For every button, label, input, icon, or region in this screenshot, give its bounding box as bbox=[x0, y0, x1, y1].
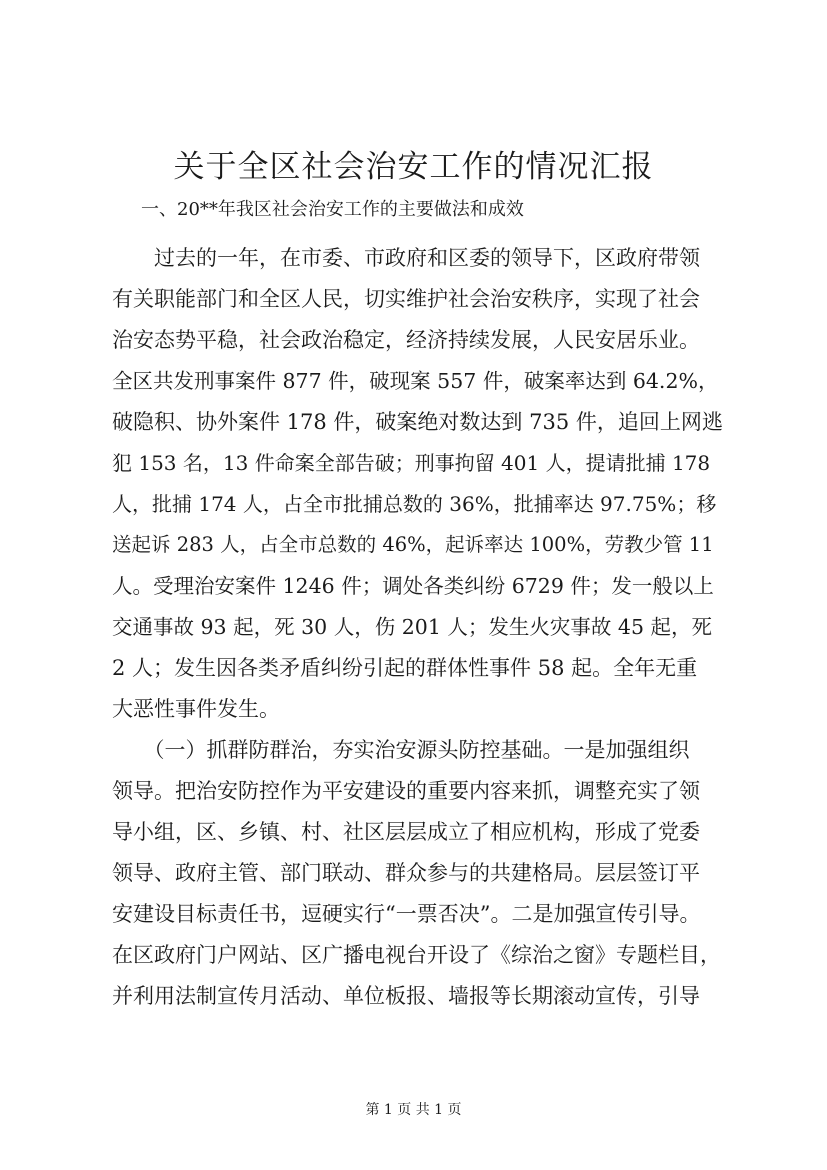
body-line: 全区共发刑事案件 877 件，破现案 557 件，破案率达到 64.2%， bbox=[112, 369, 719, 393]
body-line: 人。受理治安案件 1246 件；调处各类纠纷 6729 件；发一般以上 bbox=[112, 574, 714, 598]
body-line: 破隐积、协外案件 178 件，破案绝对数达到 735 件，追回上网逃 bbox=[112, 410, 723, 434]
body-line: 治安态势平稳，社会政治稳定，经济持续发展，人民安居乐业。 bbox=[112, 328, 700, 352]
page-number-footer: 第 1 页 共 1 页 bbox=[365, 1102, 462, 1118]
body-line: 领导、政府主管、部门联动、群众参与的共建格局。层层签订平 bbox=[112, 861, 700, 885]
body-line: 在区政府门户网站、区广播电视台开设了《综治之窗》专题栏目， bbox=[112, 943, 721, 967]
body-line: 导小组，区、乡镇、村、社区层层成立了相应机构，形成了党委 bbox=[112, 820, 700, 844]
body-line: 交通事故 93 起，死 30 人，伤 201 人；发生火灾事故 45 起，死 bbox=[112, 615, 713, 639]
body-line: 送起诉 283 人，占全市总数的 46%，起诉率达 100%，劳教少管 11 bbox=[112, 533, 714, 556]
body-line: 安建设目标责任书，逗硬实行“一票否决”。二是加强宣传引导。 bbox=[112, 902, 701, 926]
body-line: 大恶性事件发生。 bbox=[112, 697, 280, 721]
body-line: 并利用法制宣传月活动、单位板报、墙报等长期滚动宣传，引导 bbox=[112, 984, 700, 1008]
body-line: 领导。把治安防控作为平安建设的重要内容来抓，调整充实了领 bbox=[112, 779, 700, 803]
section-heading: 一、20**年我区社会治安工作的主要做法和成效 bbox=[141, 199, 524, 220]
body-line: （一）抓群防群治，夯实治安源头防控基础。一是加强组织 bbox=[112, 738, 690, 762]
body-line: 过去的一年，在市委、市政府和区委的领导下，区政府带领 bbox=[112, 246, 700, 270]
body-line: 有关职能部门和全区人民，切实维护社会治安秩序，实现了社会 bbox=[112, 287, 700, 311]
document-title: 关于全区社会治安工作的情况汇报 bbox=[173, 149, 654, 185]
body-line: 犯 153 名，13 件命案全部告破；刑事拘留 401 人，提请批捕 178 bbox=[112, 451, 711, 475]
body-line: 人，批捕 174 人，占全市批捕总数的 36%，批捕率达 97.75%；移 bbox=[112, 492, 717, 516]
body-line: 2 人；发生因各类矛盾纠纷引起的群体性事件 58 起。全年无重 bbox=[112, 656, 698, 680]
